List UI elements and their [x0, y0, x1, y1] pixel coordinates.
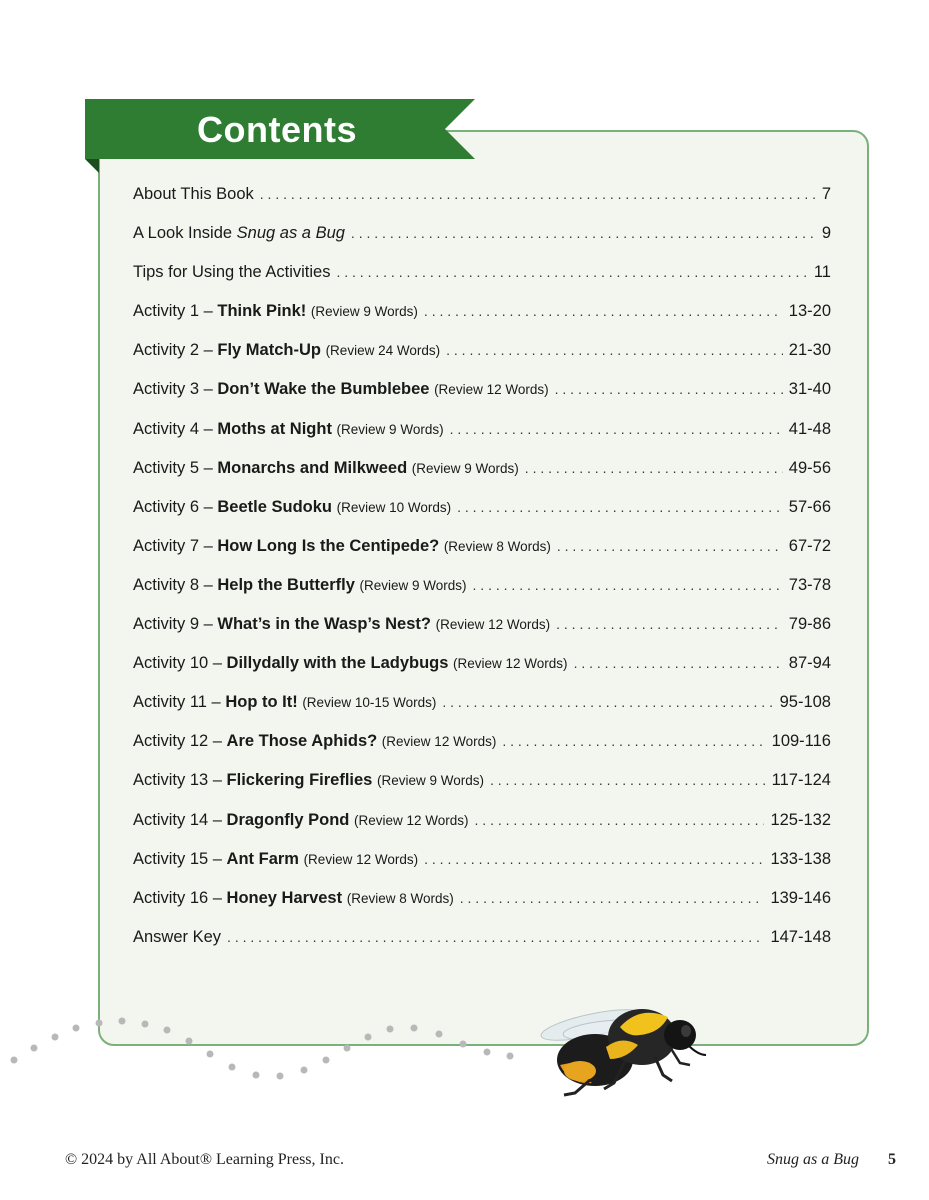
toc-entry-review-count: (Review 12 Words): [434, 382, 549, 398]
toc-entry-label: [133, 654, 568, 673]
toc-entry-label: [133, 576, 467, 595]
toc-entry-activity-title: Honey Harvest: [226, 888, 343, 907]
toc-entry-review-count: (Review 12 Words): [381, 734, 497, 750]
toc-entry-label: [133, 771, 484, 790]
toc-entry-label: [133, 615, 550, 634]
toc-dot-leader: [460, 890, 765, 906]
toc-entry: [133, 693, 831, 732]
toc-entry-review-count: (Review 12 Words): [453, 656, 568, 672]
toc-entry-label: [133, 185, 254, 204]
toc-entry-prefix: Activity 4 –: [133, 419, 218, 438]
toc-dot-leader: [525, 460, 783, 476]
toc-entry-activity-title: What’s in the Wasp’s Nest?: [217, 615, 431, 634]
toc-entry-prefix: Tips for Using the Activities: [133, 263, 331, 282]
toc-entry: [133, 224, 831, 263]
toc-entry: [133, 341, 831, 380]
toc-entry-page: 7: [821, 185, 831, 203]
toc-entry-page: 9: [821, 224, 831, 243]
table-of-contents: [133, 185, 831, 967]
toc-entry: [133, 380, 831, 419]
toc-entry-activity-title: Hop to It!: [225, 693, 298, 712]
toc-entry-review-count: (Review 12 Words): [353, 812, 469, 828]
toc-dot-leader: [442, 694, 773, 710]
toc-entry-prefix: Activity 16 –: [133, 888, 227, 907]
toc-entry-page: 67-72: [788, 536, 831, 555]
toc-entry-page: 31-40: [788, 380, 831, 399]
toc-dot-leader: [446, 342, 783, 358]
toc-entry: [133, 263, 831, 302]
toc-dot-leader: [555, 381, 783, 397]
toc-entry-prefix: A Look Inside: [133, 224, 237, 243]
footer-page-number: 5: [888, 1151, 896, 1168]
toc-entry-label: [133, 693, 436, 712]
toc-entry-prefix: Activity 7 –: [133, 536, 218, 555]
copyright-notice: © 2024 by All About® Learning Press, Inc.: [65, 1151, 344, 1168]
toc-entry-activity-title: Moths at Night: [217, 419, 332, 438]
toc-dot-leader: [574, 655, 783, 671]
toc-entry-page: 109-116: [771, 732, 831, 751]
toc-entry: [133, 654, 831, 693]
toc-entry-page: 95-108: [779, 693, 831, 712]
toc-entry-label: [133, 928, 221, 947]
toc-dot-leader: [424, 303, 783, 319]
toc-dot-leader: [227, 929, 764, 945]
toc-entry-review-count: (Review 9 Words): [336, 421, 444, 437]
toc-entry-activity-title: Don’t Wake the Bumblebee: [217, 380, 430, 399]
toc-entry-prefix: Activity 9 –: [133, 615, 218, 634]
toc-entry: [133, 185, 831, 224]
toc-entry-page: 73-78: [788, 575, 831, 594]
toc-entry-page: 21-30: [788, 341, 831, 360]
toc-entry-page: 133-138: [770, 849, 831, 868]
toc-entry-book-title: Snug as a Bug: [236, 224, 345, 243]
toc-entry-page: 11: [813, 263, 831, 282]
toc-dot-leader: [260, 186, 816, 202]
toc-entry-page: 79-86: [788, 615, 831, 634]
toc-entry-label: [133, 380, 549, 399]
toc-entry-label: [133, 302, 418, 321]
footer-book-title: Snug as a Bug: [767, 1151, 859, 1168]
toc-entry-review-count: (Review 10-15 Words): [302, 695, 437, 711]
toc-entry: [133, 420, 831, 459]
toc-entry-page: 87-94: [788, 654, 831, 673]
toc-dot-leader: [502, 733, 765, 749]
toc-entry: [133, 771, 831, 810]
toc-dot-leader: [490, 772, 766, 788]
toc-entry-label: [133, 811, 469, 830]
toc-entry: [133, 811, 831, 850]
toc-dot-leader: [336, 264, 807, 280]
toc-entry-review-count: (Review 9 Words): [310, 304, 418, 320]
toc-entry: [133, 576, 831, 615]
toc-entry-review-count: (Review 10 Words): [336, 499, 452, 515]
toc-entry: [133, 302, 831, 341]
toc-entry: [133, 498, 831, 537]
dotted-flight-path-icon: [0, 1000, 520, 1090]
toc-entry-review-count: (Review 12 Words): [303, 851, 419, 867]
toc-entry-prefix: Activity 5 –: [133, 458, 218, 477]
toc-entry-label: [133, 850, 418, 869]
toc-dot-leader: [556, 616, 783, 632]
toc-dot-leader: [351, 225, 816, 241]
toc-entry-review-count: (Review 9 Words): [359, 577, 467, 593]
toc-entry-label: [133, 420, 444, 439]
toc-entry: [133, 928, 831, 967]
toc-entry-prefix: Answer Key: [133, 927, 222, 946]
toc-entry-label: [133, 341, 440, 360]
toc-entry-page: 117-124: [771, 771, 831, 790]
page-title: Contents: [197, 109, 357, 150]
toc-entry-label: [133, 498, 451, 517]
toc-entry-activity-title: Monarchs and Milkweed: [217, 458, 408, 477]
toc-dot-leader: [473, 577, 783, 593]
contents-banner: [85, 99, 475, 173]
toc-entry-activity-title: Fly Match-Up: [217, 341, 321, 360]
toc-entry-prefix: Activity 8 –: [133, 575, 218, 594]
toc-entry: [133, 615, 831, 654]
toc-entry-label: [133, 889, 454, 908]
toc-entry-label: [133, 224, 345, 243]
toc-dot-leader: [475, 812, 765, 828]
toc-entry: [133, 850, 831, 889]
toc-entry: [133, 459, 831, 498]
toc-entry-prefix: Activity 12 –: [133, 732, 227, 751]
toc-entry-label: [133, 537, 551, 556]
toc-entry-activity-title: Dillydally with the Ladybugs: [226, 654, 449, 673]
toc-entry-prefix: Activity 15 –: [133, 849, 227, 868]
toc-entry-activity-title: Dragonfly Pond: [226, 810, 350, 829]
toc-entry-activity-title: How Long Is the Centipede?: [217, 536, 440, 555]
bumblebee-illustration: [530, 985, 710, 1100]
toc-entry-review-count: (Review 9 Words): [376, 773, 484, 789]
toc-entry-prefix: Activity 10 –: [133, 654, 227, 673]
toc-entry-activity-title: Flickering Fireflies: [226, 771, 373, 790]
toc-entry: [133, 889, 831, 928]
toc-entry-page: 57-66: [788, 497, 831, 516]
toc-dot-leader: [457, 499, 783, 515]
toc-entry-prefix: Activity 1 –: [133, 302, 218, 321]
toc-entry-label: [133, 263, 330, 282]
toc-entry-review-count: (Review 8 Words): [443, 538, 551, 554]
toc-entry-page: 49-56: [788, 458, 831, 477]
toc-entry-activity-title: Beetle Sudoku: [217, 497, 332, 516]
toc-entry-review-count: (Review 24 Words): [325, 343, 441, 359]
toc-entry-prefix: Activity 11 –: [133, 693, 226, 712]
toc-entry-review-count: (Review 8 Words): [346, 890, 454, 906]
toc-dot-leader: [450, 421, 783, 437]
toc-entry-activity-title: Help the Butterfly: [217, 575, 355, 594]
toc-entry-page: 125-132: [770, 810, 831, 829]
toc-entry: [133, 537, 831, 576]
toc-entry: [133, 732, 831, 771]
toc-entry-page: 147-148: [770, 927, 831, 946]
toc-entry-page: 13-20: [788, 302, 831, 321]
toc-dot-leader: [424, 851, 764, 867]
toc-entry-prefix: Activity 13 –: [133, 771, 227, 790]
toc-entry-review-count: (Review 9 Words): [411, 460, 519, 476]
toc-dot-leader: [557, 538, 783, 554]
toc-entry-activity-title: Ant Farm: [226, 849, 299, 868]
toc-entry-page: 139-146: [770, 888, 831, 907]
toc-entry-prefix: About This Book: [133, 185, 254, 203]
toc-entry-prefix: Activity 14 –: [133, 810, 227, 829]
toc-entry-prefix: Activity 3 –: [133, 380, 218, 399]
toc-entry-label: [133, 732, 496, 751]
toc-entry-activity-title: Are Those Aphids?: [226, 732, 378, 751]
toc-entry-page: 41-48: [788, 419, 831, 438]
toc-entry-review-count: (Review 12 Words): [435, 617, 551, 633]
toc-entry-prefix: Activity 2 –: [133, 341, 218, 360]
toc-entry-label: [133, 459, 519, 478]
toc-entry-prefix: Activity 6 –: [133, 497, 218, 516]
toc-entry-activity-title: Think Pink!: [217, 302, 307, 321]
